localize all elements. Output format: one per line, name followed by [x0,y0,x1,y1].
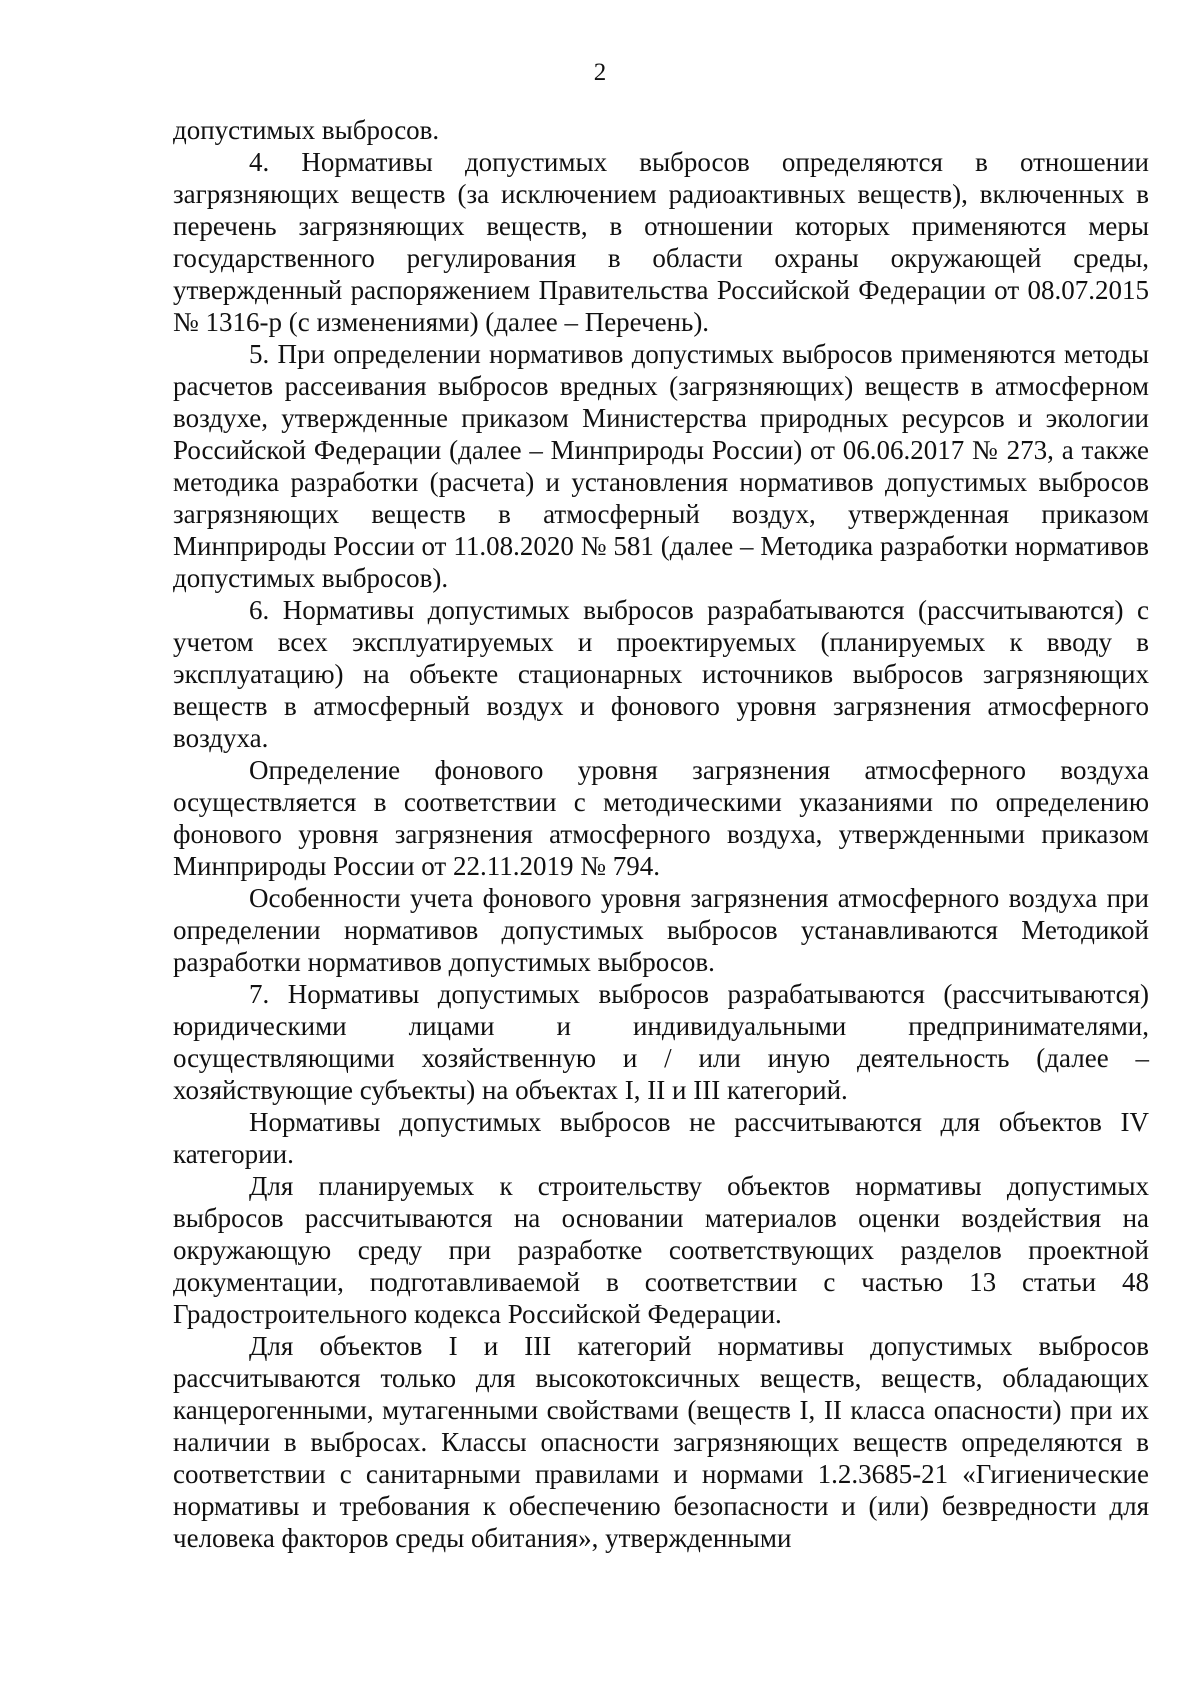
paragraph-item-7: 7. Нормативы допустимых выбросов разрабатываются (рассчитываются) юридическими лицами и индивидуальными предпринимателями, осуществляющими хозяйственную и / или иную деятельность (далее – хозяйствующие субъекты) на объектах I, II и III категорий. [173,979,1149,1105]
page-number: 2 [593,59,607,86]
paragraph-continuation: допустимых выбросов. [173,115,440,145]
paragraph-background-level-definition: Определение фонового уровня загрязнения атмосферного воздуха осуществляется в соответствии с методическими указаниями по определению фонового уровня загрязнения атмосферного воздуха, утвержденными приказом Минприроды России от 22.11.2019 № 794. [173,755,1149,881]
paragraph-categories-i-iii: Для объектов I и III категорий нормативы допустимых выбросов рассчитываются только для высокотоксичных веществ, веществ, обладающих канцерогенными, мутагенными свойствами (веществ I, II класса опасности) при их наличии в выбросах. Классы опасности загрязняющих веществ определяются в соответствии с санитарными правилами и нормами 1.2.3685-21 «Гигиенические нормативы и требования к обеспечению безопасности и (или) безвредности для человека факторов среды обитания», утвержденными [173,1331,1149,1553]
paragraph-item-4: 4. Нормативы допустимых выбросов определяются в отношении загрязняющих веществ (за исключением радиоактивных веществ), включенных в перечень загрязняющих веществ, в отношении которых применяются меры государственного регулирования в области охраны окружающей среды, утвержденный распоряжением Правительства Российской Федерации от 08.07.2015 № 1316-р (с изменениями) (далее – Перечень). [173,147,1149,337]
document-body [173,114,1149,1554]
paragraph-background-level-features: Особенности учета фонового уровня загрязнения атмосферного воздуха при определении нормативов допустимых выбросов устанавливаются Методикой разработки нормативов допустимых выбросов. [173,883,1149,977]
paragraph-planned-construction: Для планируемых к строительству объектов нормативы допустимых выбросов рассчитываются на основании материалов оценки воздействия на окружающую среду при разработке соответствующих разделов проектной документации, подготавливаемой в соответствии с частью 13 статьи 48 Градостроительного кодекса Российской Федерации. [173,1171,1149,1329]
paragraph-item-6: 6. Нормативы допустимых выбросов разрабатываются (рассчитываются) с учетом всех эксплуатируемых и проектируемых (планируемых к вводу в эксплуатацию) на объекте стационарных источников выбросов загрязняющих веществ в атмосферный воздух и фонового уровня загрязнения атмосферного воздуха. [173,595,1149,753]
paragraph-category-iv: Нормативы допустимых выбросов не рассчитываются для объектов IV категории. [173,1107,1149,1169]
paragraph-item-5: 5. При определении нормативов допустимых выбросов применяются методы расчетов рассеивания выбросов вредных (загрязняющих) веществ в атмосферном воздухе, утвержденные приказом Министерства природных ресурсов и экологии Российской Федерации (далее – Минприроды России) от 06.06.2017 № 273, а также методика разработки (расчета) и установления нормативов допустимых выбросов загрязняющих веществ в атмосферный воздух, утвержденная приказом Минприроды России от 11.08.2020 № 581 (далее – Методика разработки нормативов допустимых выбросов). [173,339,1149,593]
